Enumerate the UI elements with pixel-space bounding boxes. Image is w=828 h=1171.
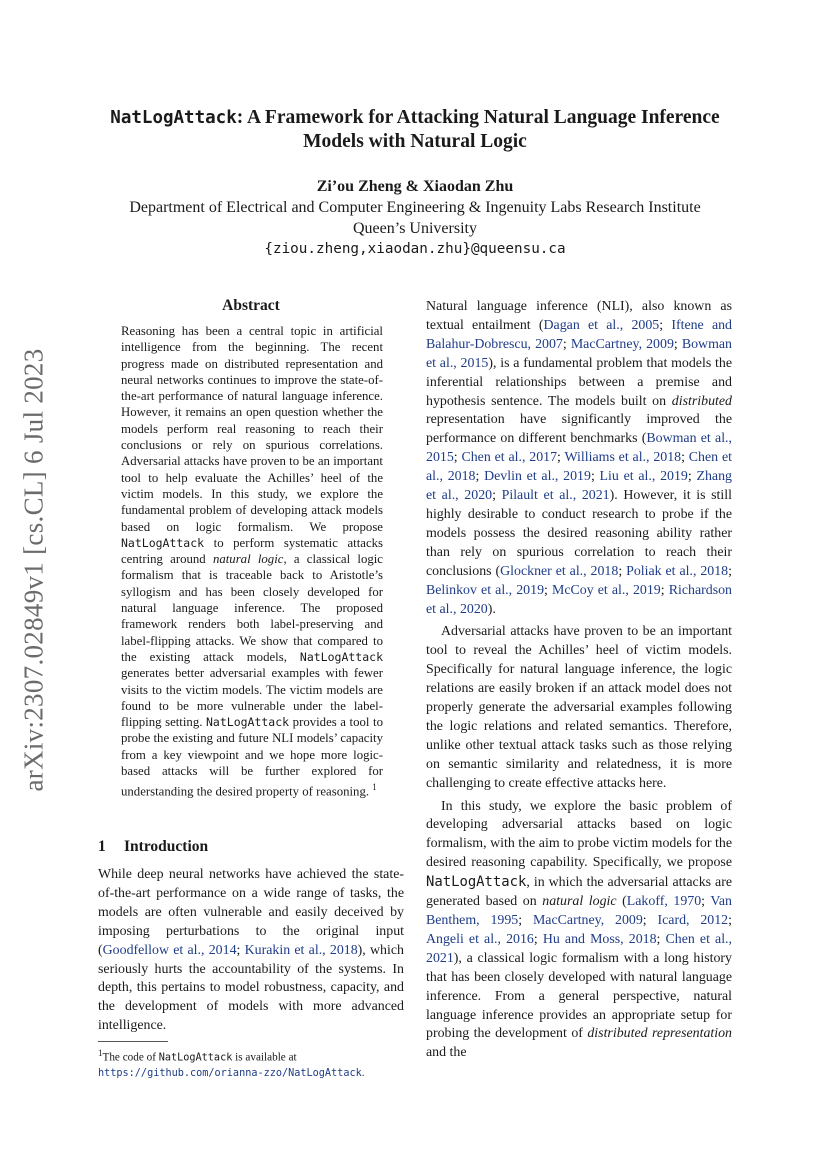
citation-link[interactable]: Lakoff, 1970 [626,894,702,910]
footnote-mark[interactable]: 1 [372,782,377,793]
citation-link[interactable]: Hu and Moss, 2018 [542,931,657,947]
footnote-divider [98,1041,168,1042]
citation-link[interactable]: Poliak et al., 2018 [626,563,729,579]
footnote-number: 1 [98,1048,103,1058]
citation-link[interactable]: Chen et al., 2017 [461,450,558,466]
system-name: NatLogAttack [299,649,383,664]
citation-link[interactable]: Icard, 2012 [657,913,729,928]
paper-title [98,106,732,153]
system-name: NatLogAttack [121,535,205,550]
intro-body: While deep neural networks have achieved the state-of-the-art performance on a wide range of tasks, the models are often vulnerable and easily deceived by imposing perturbations to the original input (Goodfellow et al., 2014; Kurakin et al., 2018), which seriously hurts the accountability of the systems. In depth, this pertains to model robustness, capacity, and the development of models with more advanced intelligence. [98,867,404,1034]
citation-link[interactable]: Goodfellow et al., 2014 [102,942,237,958]
citation-link[interactable]: Angeli et al., 2016 [426,931,534,947]
citation-link[interactable]: Kurakin et al., 2018 [244,942,358,958]
citation-link[interactable]: Bowman et al., 2015 [426,336,732,371]
title-line1: : A Framework for Attacking Natural Language Inference [236,107,720,128]
citation-link[interactable]: Glockner et al., 2018 [500,563,619,579]
author-block [98,176,732,260]
title-system-name: NatLogAttack [110,108,237,128]
citation-link[interactable]: Williams et al., 2018 [564,450,682,466]
citation-link[interactable]: MacCartney, 2009 [570,336,674,352]
citation-link[interactable]: Zhang et al., 2020 [426,469,732,504]
arxiv-sidebar [6,120,62,1020]
author-email: {ziou.zheng,xiaodan.zhu}@queensu.ca [264,241,566,257]
arxiv-id: arXiv:2307.02849v1 [cs.CL] 6 Jul 2023 [18,348,49,792]
right-column-body [426,298,732,1063]
section-number: 1 [98,838,106,855]
code-url-link[interactable]: https://github.com/orianna-zzo/NatLogAttack [98,1068,362,1080]
citation-link[interactable]: MacCartney, 2009 [532,913,643,928]
author-names: Zi’ou Zheng & Xiaodan Zhu [316,178,514,195]
paragraph: Adversarial attacks have proven to be an important tool to reveal the Achilles’ heel of victim models. Specifically for natural language inference, the logic relations are easily broken if an attack model does not properly generate the adversarial examples following the logic relations and related semantics. Therefore, unlike other textual attack tasks such as those relying on semantic similarity and relatedness, it is more challenging to create effective attacks here. [426,624,732,791]
citation-link[interactable]: Pilault et al., 2021 [501,488,610,504]
citation-link[interactable]: Richardson et al., 2020 [426,582,732,617]
citation-link[interactable]: Dagan et al., 2005 [543,317,660,333]
citation-link[interactable]: Bowman et al., 2015 [426,431,732,466]
footnote: $^1$The code of NatLogAttack is available at https://github.com/orianna-zzo/NatLogAttack. [98,1048,365,1080]
citation-link[interactable]: Devlin et al., 2019 [484,469,591,485]
affiliation: Department of Electrical and Computer Engineering & Ingenuity Labs Research Institute [129,199,701,216]
abstract-heading: Abstract [222,297,280,314]
section-title: Introduction [124,838,209,855]
citation-link[interactable]: Belinkov et al., 2019 [426,582,545,598]
paragraph: In this study, we explore the basic problem of developing adversarial attacks based on logic formalism, with the aim to probe victim models for the desired reasoning capability. Specifically, we propose NatLogAttack, in which the adversarial attacks are generated based on natural logic (Lakoff, 1970; Van Benthem, 1995; MacCartney, 2009; Icard, 2012; Angeli et al., 2016; Hu and Moss, 2018; Chen et al., 2021), a classical logic formalism with a long history that has been closely developed with natural language inference. From a general perspective, natural language inference provides an appropriate setup for probing the development of distributed representation and the [426,798,733,1061]
citation-link[interactable]: Iftene and Balahur-Dobrescu, 2007 [426,317,732,352]
citation-link[interactable]: Chen et al., 2018 [426,450,732,485]
title-line2: Models with Natural Logic [303,131,527,152]
citation-link[interactable]: Liu et al., 2019 [599,469,688,485]
abstract-body: Reasoning has been a central topic in artificial intelligence from the beginning. The recent progress made on distributed representation and neural networks continues to improve the state-of-the-art performance of natural language inference. However, it remains an open question whether the models perform real reasoning to reach their conclusions or rely on spurious correlations. Adversarial attacks have proven to be an important tool to help evaluate the Achilles’ heel of the victim models. In this study, we explore the fundamental problem of developing attack models based on logic formalism. We propose NatLogAttack to perform systematic attacks centring around natural logic, a classical logic formalism that is traceable back to Aristotle’s syllogism and has been closely developed for natural language inference. The proposed framework renders both label-preserving and label-flipping attacks. We show that compared to the existing attack models, NatLogAttack generates better adversarial examples with fewer visits to the victim models. The victim models are found to be more vulnerable under the label-flipping setting. NatLogAttack provides a tool to probe the existing and future NLI models’ capacity from a key viewpoint and we hope more logic-based attacks will be further explored for understanding the desired property of reasoning. $^1$ [121,324,383,799]
section-heading-introduction [98,838,208,856]
university: Queen’s University [353,220,477,237]
citation-link[interactable]: Van Benthem, 1995 [426,894,732,928]
system-name: NatLogAttack [206,715,290,730]
system-name: NatLogAttack [426,874,527,891]
citation-link[interactable]: Chen et al., 2021 [426,931,733,966]
citation-link[interactable]: McCoy et al., 2019 [551,582,661,598]
paragraph: Natural language inference (NLI), also known as textual entailment (Dagan et al., 2005; Iftene and Balahur-Dobrescu, 2007; MacCartney, 2009; Bowman et al., 2015), is a fundamental problem that models the inferential relationships between a premise and hypothesis sentence. The models built on distributed representation have significantly improved the performance on different benchmarks (Bowman et al., 2015; Chen et al., 2017; Williams et al., 2018; Chen et al., 2018; Devlin et al., 2019; Liu et al., 2019; Zhang et al., 2020; Pilault et al., 2021). However, it is still highly desirable to conduct research to probe if the models possess the desired reasoning ability rather than rely on spurious correlation to reach their conclusions (Glockner et al., 2018; Poliak et al., 2018; Belinkov et al., 2019; McCoy et al., 2019; Richardson et al., 2020). [426,299,732,617]
